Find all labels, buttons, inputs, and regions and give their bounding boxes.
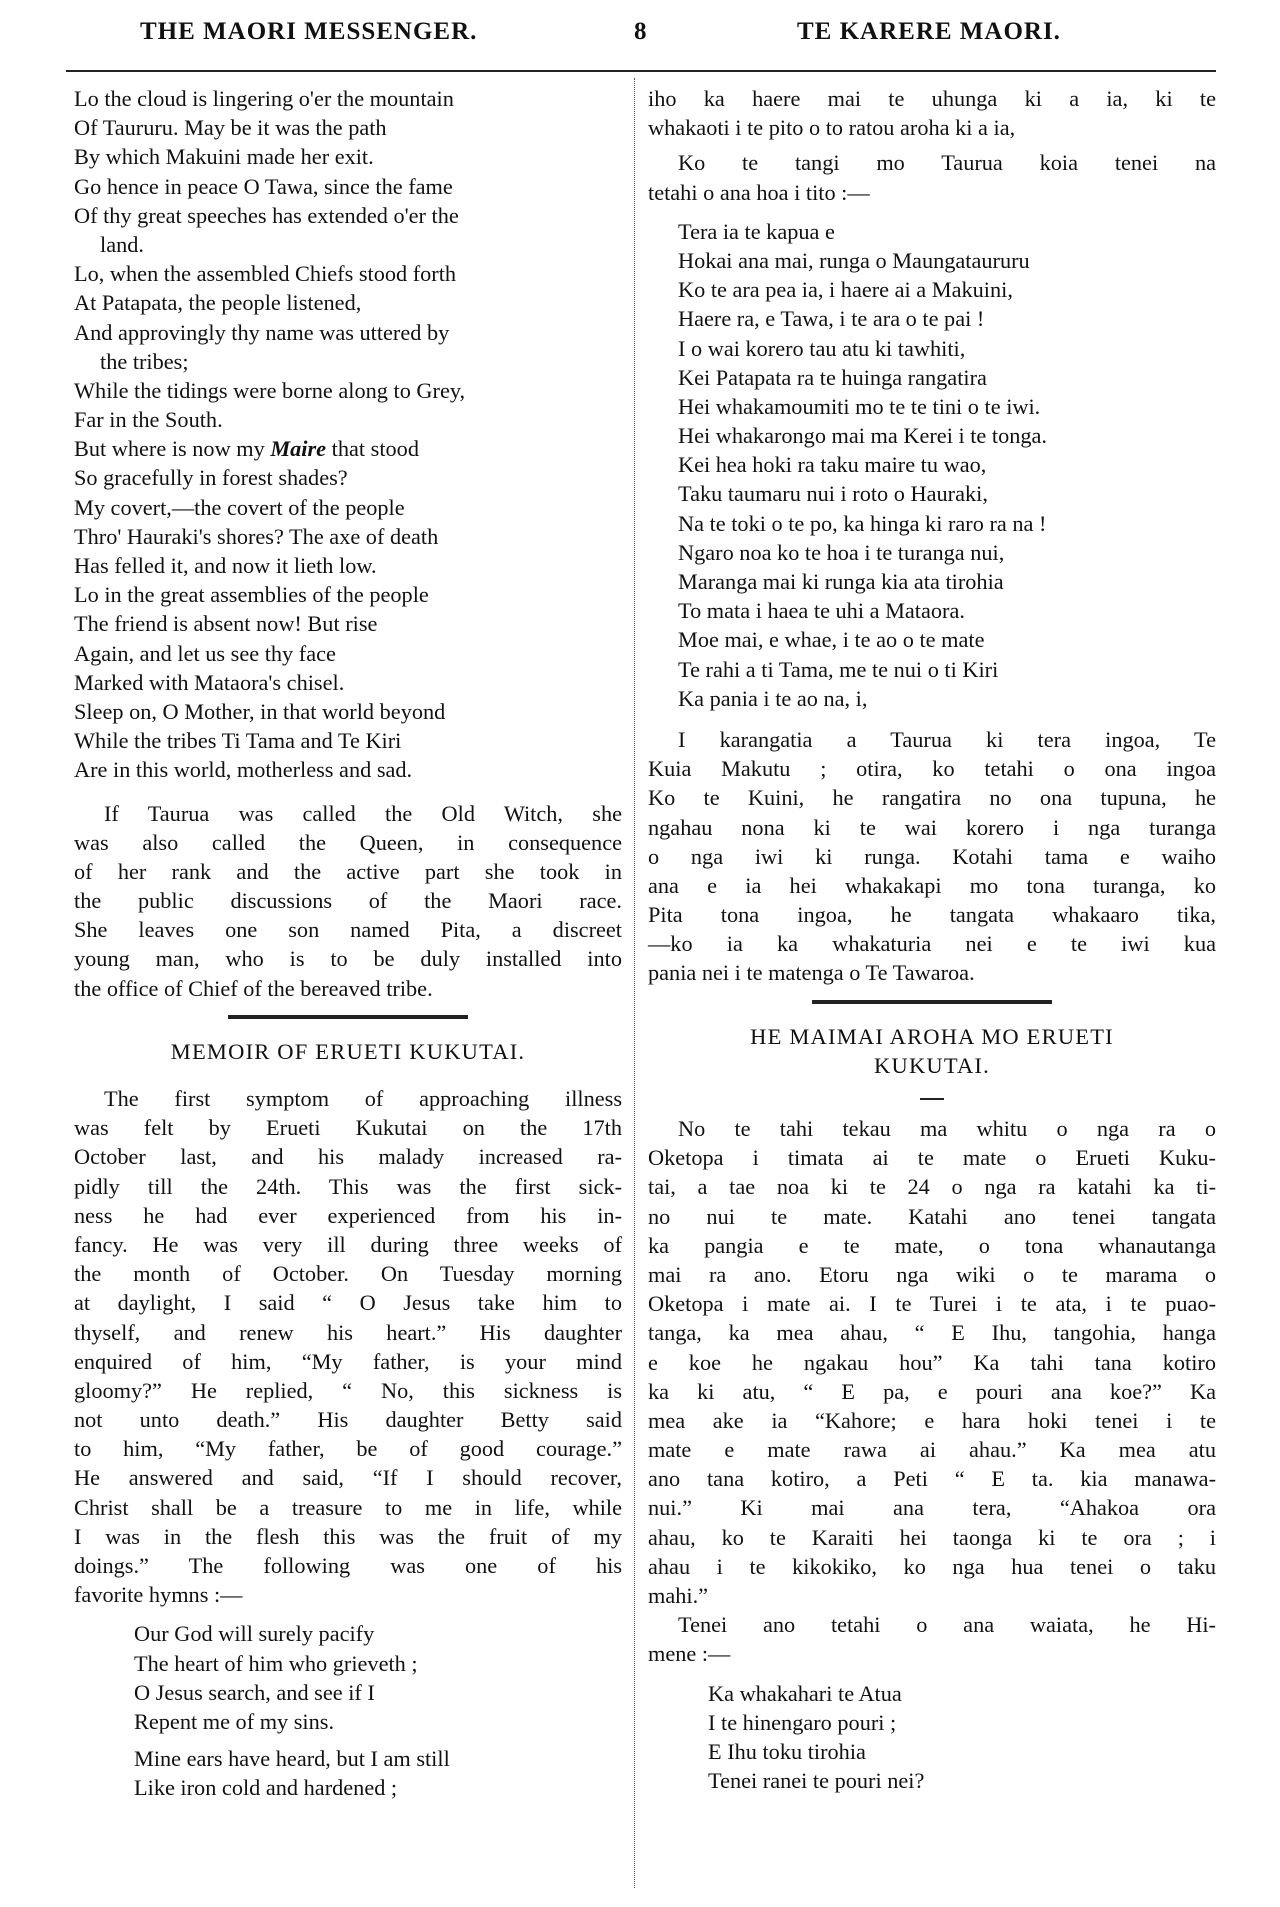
poem-line: Te rahi a ti Tama, me te nui o ti Kiri — [678, 656, 999, 682]
masthead-maori: TE KARERE MAORI. — [797, 18, 1061, 45]
paragraph-line: e koe he ngakau hou” Ka tahi tana kotiro — [648, 1349, 1216, 1375]
poem-line: Of thy great speeches has extended o'er the — [74, 202, 459, 228]
intro-paragraph — [648, 84, 1216, 207]
paragraph-line: mate e mate rawa ai ahau.” Ka mea atu — [648, 1437, 1216, 1463]
hymn-line: Our God will surely pacify — [134, 1621, 375, 1647]
running-head — [0, 18, 1280, 58]
lament-poem-maori — [648, 217, 1216, 713]
paragraph-line: Kuia Makutu ; otira, ko tetahi o ona ingoa — [648, 756, 1216, 782]
paragraph-line: No te tahi tekau ma whitu o nga ra o — [678, 1116, 1216, 1141]
hymn-line: I te hinengaro pouri ; — [708, 1709, 897, 1735]
paragraph-line: —ko ia ka whakaturia nei e te iwi kua — [648, 931, 1216, 957]
maimai-heading — [648, 1022, 1216, 1080]
poem-line: The friend is absent now! But rise — [74, 611, 378, 637]
paragraph-line: was also called the Queen, in consequence — [74, 829, 622, 855]
paragraph-line: young man, who is to be duly installed into — [74, 946, 622, 972]
heading-text: HE MAIMAI AROHA MO ERUETI — [750, 1023, 1114, 1049]
poem-line: My covert,—the covert of the people — [74, 494, 405, 520]
masthead-english: THE MAORI MESSENGER. — [140, 18, 478, 45]
poem-line: Lo the cloud is lingering o'er the mountain — [74, 86, 454, 111]
section-separator — [812, 1000, 1052, 1004]
left-column — [74, 84, 622, 1803]
lament-poem-english — [74, 84, 622, 785]
paragraph-line: ness he had ever experienced from his in- — [74, 1202, 622, 1228]
paragraph-line: pidly till the 24th. This was the first sick- — [74, 1173, 622, 1199]
paragraph-line: I was in the flesh this was the fruit of my — [74, 1523, 622, 1549]
right-column — [648, 84, 1216, 1795]
paragraph-line: of her rank and the active part she took in — [74, 858, 622, 884]
paragraph-line: the month of October. On Tuesday morning — [74, 1261, 622, 1287]
poem-line: While the tidings were borne along to Grey, — [74, 377, 466, 403]
poem-line: Sleep on, O Mother, in that world beyond — [74, 698, 446, 724]
poem-line: Marked with Mataora's chisel. — [74, 669, 345, 695]
paragraph-line: was felt by Erueti Kukutai on the 17th — [74, 1115, 622, 1141]
paragraph-line: tanga, ka mea ahau, “ E Ihu, tangohia, hanga — [648, 1320, 1216, 1346]
poem-line: Taku taumaru nui i roto o Hauraki, — [678, 481, 988, 507]
poem-line: Are in this world, motherless and sad. — [74, 757, 413, 783]
paragraph-line: pania nei i te matenga o Te Tawaroa. — [648, 960, 975, 986]
heading-rule — [920, 1098, 944, 1100]
poem-line: Of Taururu. May be it was the path — [74, 115, 387, 141]
paragraph-line: thyself, and renew his heart.” His daughter — [74, 1319, 622, 1345]
paragraph-line: Tenei ano tetahi o ana waiata, he Hi- — [678, 1612, 1216, 1638]
paragraph-line: not unto death.” His daughter Betty said — [74, 1407, 622, 1433]
poem-line: Maranga mai ki runga kia ata tirohia — [678, 569, 1004, 594]
column-divider — [634, 78, 635, 1888]
poem-line: Ka pania i te ao na, i, — [678, 685, 868, 711]
poem-line: Has felled it, and now it lieth low. — [74, 553, 377, 578]
taurua-paragraph-maori — [648, 725, 1216, 988]
paragraph-line: He answered and said, “If I should recover, — [74, 1465, 622, 1491]
paragraph-line: Pita tona ingoa, he tangata whakaaro tika, — [648, 902, 1216, 928]
paragraph-line: I karangatia a Taurua ki tera ingoa, Te — [678, 726, 1216, 752]
hymn-line: O Jesus search, and see if I — [134, 1679, 375, 1705]
maimai-paragraph — [648, 1114, 1216, 1669]
poem-line — [74, 434, 622, 463]
poem-line: At Patapata, the people listened, — [74, 290, 362, 316]
paragraph-line: ahau i te kikokiko, ko nga hua tenei o taku — [648, 1553, 1216, 1579]
hymn-line: Tenei ranei te pouri nei? — [708, 1768, 925, 1794]
hymn-line: The heart of him who grieveth ; — [134, 1650, 418, 1676]
paragraph-line: Christ shall be a treasure to me in life, while — [74, 1494, 622, 1520]
poem-line: Hokai ana mai, runga o Maungataururu — [678, 247, 1030, 273]
paragraph-line: whakaoti i te pito o to ratou aroha ki a ia, — [648, 115, 1016, 141]
hymn-line: E Ihu toku tirohia — [708, 1738, 866, 1764]
paragraph-line: mahi.” — [648, 1583, 709, 1608]
maire-italic: Maire — [270, 436, 327, 462]
heading-text: MEMOIR OF ERUETI KUKUTAI. — [170, 1038, 526, 1064]
paragraph-line: ana e ia hei whakakapi mo tona turanga, ko — [648, 872, 1216, 898]
paragraph-line: ka ki atu, “ E pa, e pouri ana koe?” Ka — [648, 1378, 1216, 1404]
poem-line: And approvingly thy name was uttered by — [74, 319, 450, 345]
paragraph-line: o nga iwi ki runga. Kotahi tama e waiho — [648, 843, 1216, 869]
poem-line: Lo in the great assemblies of the people — [74, 582, 429, 608]
poem-line: Moe mai, e whae, i te ao o te mate — [678, 627, 985, 653]
poem-line: By which Makuini made her exit. — [74, 144, 374, 170]
poem-text: But where is now my — [74, 436, 265, 462]
poem-line: Thro' Hauraki's shores? The axe of death — [74, 523, 439, 549]
poem-text: that stood — [331, 436, 419, 462]
poem-line: land. — [100, 231, 144, 257]
paragraph-line: enquired of him, “My father, is your mind — [74, 1348, 622, 1374]
memoir-heading — [74, 1037, 622, 1066]
paragraph-line: mai ra ano. Etoru nga wiki o te marama o — [648, 1261, 1216, 1287]
paragraph-line: the office of Chief of the bereaved tribe. — [74, 975, 433, 1001]
poem-line: Hei whakarongo mai ma Kerei i te tonga. — [678, 423, 1048, 449]
hymn-line: Like iron cold and hardened ; — [134, 1775, 398, 1801]
paragraph-line: mene :— — [648, 1641, 731, 1667]
hymn-english — [74, 1619, 622, 1802]
page-number: 8 — [634, 18, 648, 45]
taurua-paragraph — [74, 799, 622, 1003]
paragraph-line: at daylight, I said “ O Jesus take him to — [74, 1290, 622, 1316]
paragraph-line: nui.” Ki mai ana tera, “Ahakoa ora — [648, 1495, 1216, 1521]
poem-line: So gracefully in forest shades? — [74, 465, 348, 491]
poem-line: Lo, when the assembled Chiefs stood forth — [74, 261, 457, 287]
paragraph-line: Oketopa i mate ai. I te Turei i te ata, i te puao- — [648, 1291, 1216, 1317]
paragraph-line: She leaves one son named Pita, a discreet — [74, 917, 622, 943]
paragraph-line: tetahi o ana hoa i tito :— — [648, 179, 870, 205]
paragraph-line: tai, a tae noa ki te 24 o nga ra katahi ka ti- — [648, 1174, 1216, 1200]
paragraph-line: ano tana kotiro, a Peti “ E ta. kia manawa- — [648, 1466, 1216, 1492]
poem-line: While the tribes Ti Tama and Te Kiri — [74, 728, 402, 754]
paragraph-line: gloomy?” He replied, “ No, this sickness is — [74, 1377, 622, 1403]
heading-text: KUKUTAI. — [874, 1052, 990, 1078]
hymn-line: Ka whakahari te Atua — [708, 1680, 902, 1706]
paragraph-line: Ko te tangi mo Taurua koia tenei na — [678, 150, 1216, 176]
poem-line: Hei whakamoumiti mo te te tini o te iwi. — [678, 393, 1041, 419]
poem-line: Far in the South. — [74, 407, 223, 433]
poem-line: Na te toki o te po, ka hinga ki raro ra na ! — [678, 510, 1047, 536]
paragraph-line: October last, and his malady increased ra- — [74, 1144, 622, 1170]
poem-line: Tera ia te kapua e — [678, 218, 835, 244]
memoir-paragraph — [74, 1084, 622, 1609]
poem-line: Haere ra, e Tawa, i te ara o te pai ! — [678, 306, 985, 332]
poem-line: Ngaro noa ko te hoa i te turanga nui, — [678, 539, 1005, 565]
hymn-maori — [648, 1679, 1216, 1796]
hymn-line: Mine ears have heard, but I am still — [134, 1746, 450, 1772]
paragraph-line: Oketopa i timata ai te mate o Erueti Kuku- — [648, 1145, 1216, 1171]
hymn-line: Repent me of my sins. — [134, 1708, 335, 1734]
paragraph-line: the public discussions of the Maori race. — [74, 888, 622, 914]
paragraph-line: ngahau nona ki te wai korero i nga turanga — [648, 814, 1216, 840]
paragraph-line: If Taurua was called the Old Witch, she — [104, 800, 622, 826]
paragraph-line: Ko te Kuini, he rangatira no ona tupuna, he — [648, 785, 1216, 811]
paragraph-line: favorite hymns :— — [74, 1582, 243, 1608]
paragraph-line: iho ka haere mai te uhunga ki a ia, ki te — [648, 86, 1216, 111]
poem-line: I o wai korero tau atu ki tawhiti, — [678, 335, 966, 361]
paragraph-line: The first symptom of approaching illness — [104, 1086, 622, 1111]
poem-line: Kei Patapata ra te huinga rangatira — [678, 364, 987, 390]
paragraph-line: ahau, ko te Karaiti hei taonga ki te ora ; i — [648, 1524, 1216, 1550]
poem-line: Go hence in peace O Tawa, since the fame — [74, 173, 453, 199]
poem-line: Ko te ara pea ia, i haere ai a Makuini, — [678, 277, 1013, 303]
poem-line: Again, and let us see thy face — [74, 640, 336, 666]
poem-line: the tribes; — [100, 348, 189, 374]
paragraph-line: to him, “My father, be of good courage.” — [74, 1436, 622, 1462]
section-separator — [228, 1015, 468, 1019]
poem-line: Kei hea hoki ra taku maire tu wao, — [678, 452, 987, 478]
paragraph-line: doings.” The following was one of his — [74, 1553, 622, 1578]
header-rule — [66, 70, 1216, 72]
paragraph-line: fancy. He was very ill during three weeks of — [74, 1231, 622, 1257]
paragraph-line: mea ake ia “Kahore; e hara hoki tenei i te — [648, 1407, 1216, 1433]
paragraph-line: no nui te mate. Katahi ano tenei tangata — [648, 1203, 1216, 1229]
poem-line: To mata i haea te uhi a Mataora. — [678, 598, 965, 624]
paragraph-line: ka pangia e te mate, o tona whanautanga — [648, 1232, 1216, 1258]
